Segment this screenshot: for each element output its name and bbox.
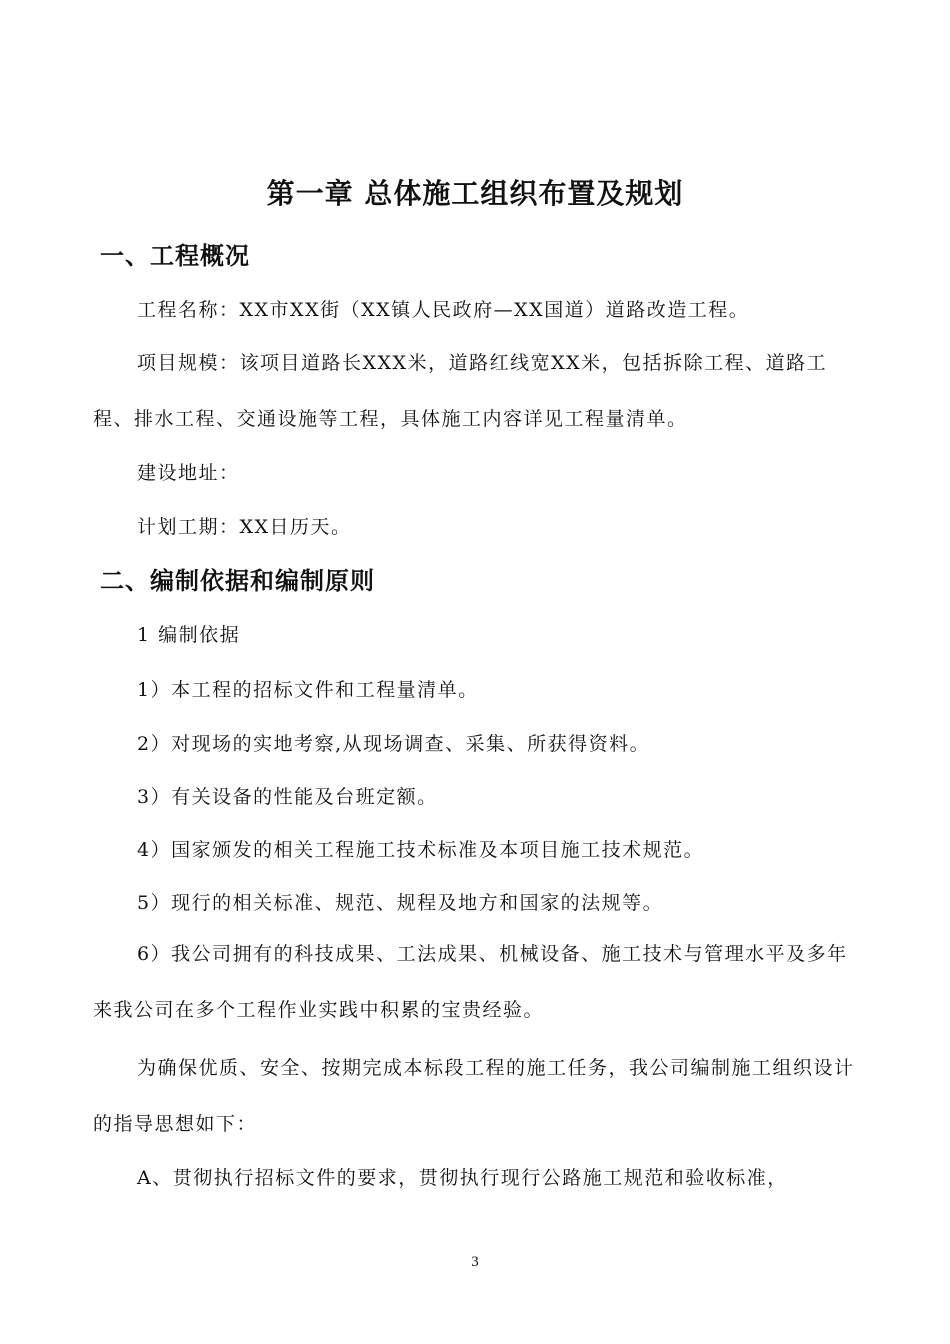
page-number: 3 xyxy=(471,1254,479,1270)
guiding-ideas-text: 为确保优质、安全、按期完成本标段工程的施工任务，我公司编制施工组织设计的指导思想如下： xyxy=(93,1057,855,1135)
basis-item-1: 1）本工程的招标文件和工程量清单。 xyxy=(137,679,479,701)
basis-item-6-text: 6）我公司拥有的科技成果、工法成果、机械设备、施工技术与管理水平及多年来我公司在多个工程作业实践中积累的宝贵经验。 xyxy=(93,943,848,1021)
basis-subheading: 1 编制依据 xyxy=(137,624,241,646)
project-scale-paragraph xyxy=(93,335,863,447)
guiding-ideas-paragraph xyxy=(93,1040,863,1152)
principle-a-line: A、贯彻执行招标文件的要求，贯彻执行现行公路施工规范和验收标准， xyxy=(137,1167,788,1189)
project-scale-text: 项目规模：该项目道路长XXX米，道路红线宽XX米，包括拆除工程、道路工程、排水工程、交通设施等工程，具体施工内容详见工程量清单。 xyxy=(93,352,828,430)
basis-item-4: 4）国家颁发的相关工程施工技术标准及本项目施工技术规范。 xyxy=(137,839,705,861)
project-name-line: 工程名称：XX市XX街（XX镇人民政府—XX国道）道路改造工程。 xyxy=(137,299,750,321)
planned-duration-line: 计划工期：XX日历天。 xyxy=(137,516,352,538)
section-heading-basis: 二、编制依据和编制原则 xyxy=(100,567,375,595)
basis-item-6-paragraph xyxy=(93,926,863,1038)
section-heading-overview: 一、工程概况 xyxy=(100,242,250,270)
basis-item-5: 5）现行的相关标准、规范、规程及地方和国家的法规等。 xyxy=(137,892,664,914)
construction-address-line: 建设地址： xyxy=(137,462,240,484)
chapter-title: 第一章 总体施工组织布置及规划 xyxy=(266,177,684,210)
basis-item-3: 3）有关设备的性能及台班定额。 xyxy=(137,786,438,808)
basis-item-2: 2）对现场的实地考察,从现场调查、采集、所获得资料。 xyxy=(137,733,651,755)
